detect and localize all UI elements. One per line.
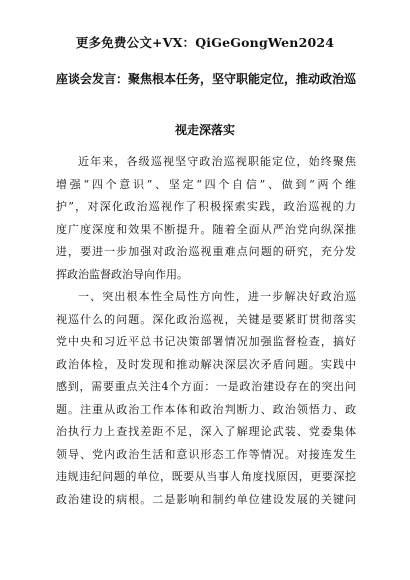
document-body <box>56 151 356 511</box>
paragraph-line: 治执行力上查找差距不足，深入了解理论武装、党委集体 <box>56 425 356 438</box>
paragraph-line: 题。注重从政治工作本体和政治判断力、政治领悟力、政 <box>56 402 356 416</box>
paragraph-line: 进，要进一步加强对政治巡视重难点问题的研究，充分发 <box>56 245 356 258</box>
paragraph-line: 领导、党内政治生活和意识形态工作等情况。对接连发生 <box>56 447 356 461</box>
paragraph-line: 近年来，各级巡视坚守政治巡视职能定位，始终聚焦 <box>78 155 356 168</box>
paragraph-line: 增强“四个意识”、坚定“四个自信”、做到“两个维 <box>56 177 356 191</box>
document-title-line-1: 座谈会发言：聚焦根本任务，坚守职能定位，推动政治巡 <box>56 72 357 86</box>
paragraph-line: 视巡什么的问题。深化政治巡视，关键是要紧盯贯彻落实 <box>56 312 356 326</box>
paragraph-line: 政治体检，及时发现和推动解决深层次矛盾问题。实践中 <box>56 357 356 371</box>
paragraph-line: 违规违纪问题的单位，既要从当事人角度找原因，更要深挖 <box>56 470 356 483</box>
paragraph-line: 政治建设的病根。二是影响和制约单位建设发展的关键问 <box>56 492 356 506</box>
document-title-line-2: 视走深落实 <box>174 123 235 137</box>
paragraph-line: 一、突出根本性全局性方向性，进一步解决好政治巡 <box>78 290 356 303</box>
paragraph-line: 党中央和习近平总书记决策部署情况加强监督检查，搞好 <box>56 335 356 348</box>
header-watermark: 更多免费公文+VX：QiGeGongWen2024 <box>75 35 335 50</box>
paragraph-line: 感到，需要重点关注4个方面：一是政治建设存在的突出问 <box>56 380 356 393</box>
paragraph-line: 挥政治监督政治导向作用。 <box>56 267 188 281</box>
paragraph-line: 护”，对深化政治巡视作了积极探索实践，政治巡视的力 <box>56 200 356 213</box>
paragraph-line: 度广度深度和效果不断提升。随着全面从严治党向纵深推 <box>56 222 356 236</box>
